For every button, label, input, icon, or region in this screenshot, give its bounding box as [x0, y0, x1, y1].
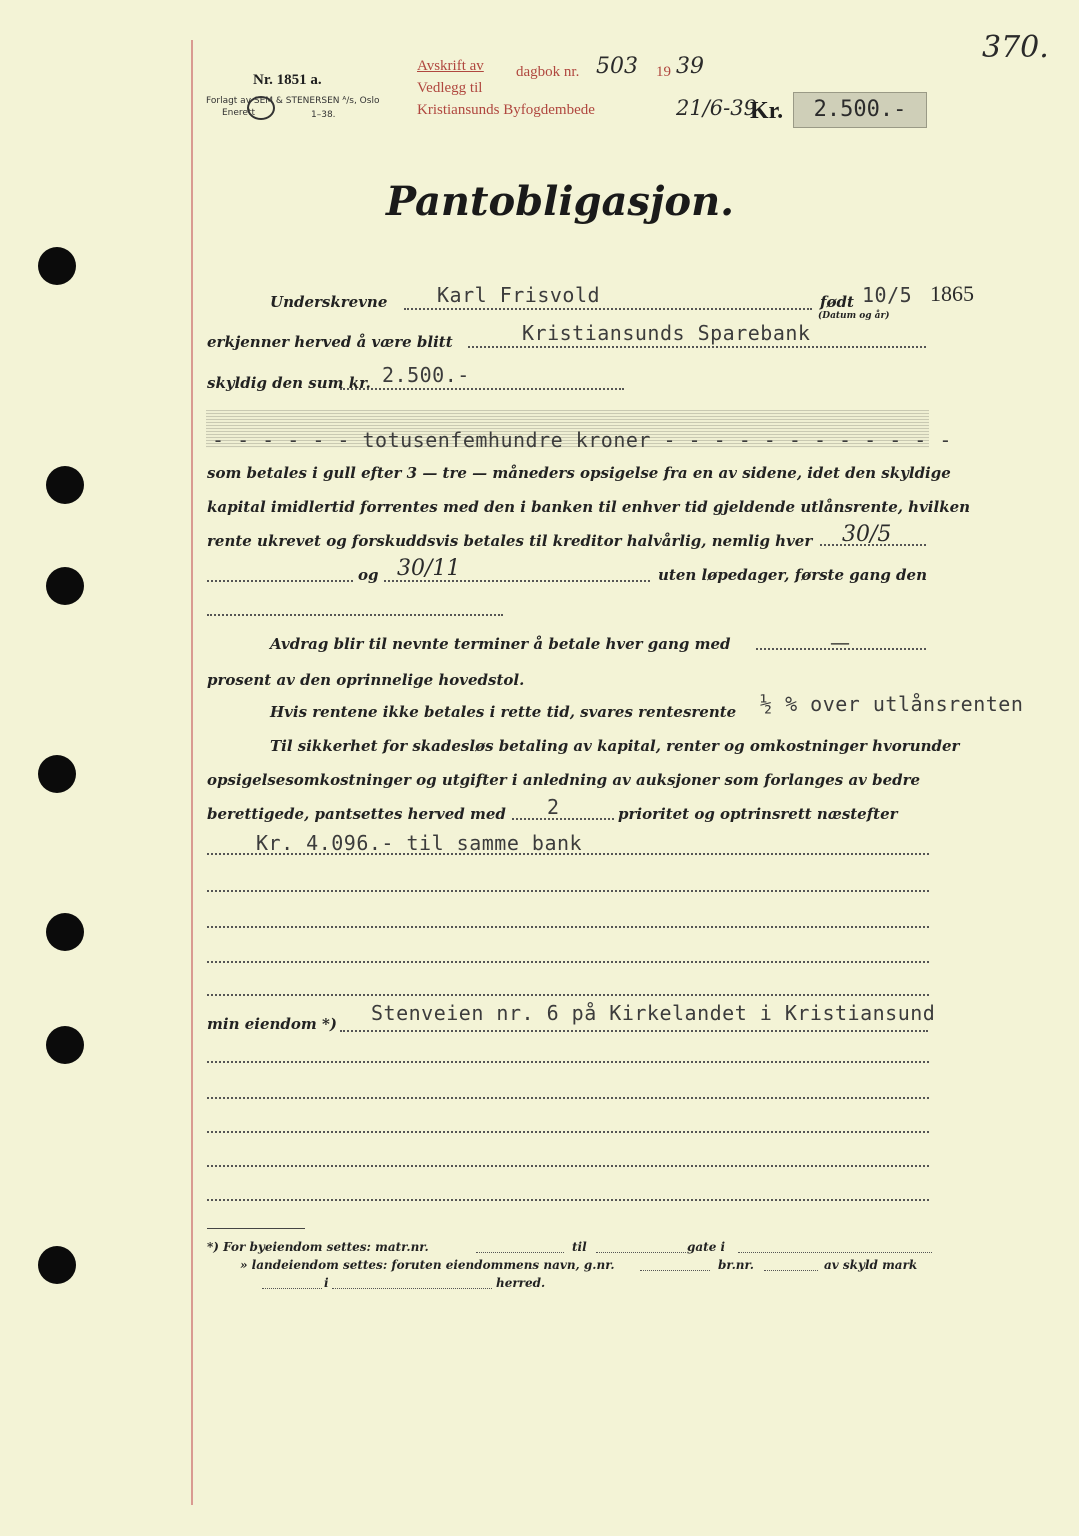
- footnote-1c: gate i: [687, 1240, 726, 1254]
- body-line-3: rente ukrevet og forskuddsvis betales til kreditor halvårlig, nemlig hver: [207, 532, 813, 550]
- debtor-name: Karl Frisvold: [437, 283, 601, 307]
- prior-claim: Kr. 4.096.- til samme bank: [256, 831, 583, 855]
- date-hint: (Datum og år): [818, 311, 890, 321]
- footnote-2a: » landeiendom settes: foruten eiendommens navn, g.nr.: [240, 1258, 615, 1272]
- penalty-interest: ½ % over utlånsrenten: [760, 692, 1024, 716]
- punch-hole-3: [46, 567, 84, 605]
- prosent-line: prosent av den oprinnelige hovedstol.: [207, 671, 525, 689]
- hvis-line: Hvis rentene ikke betales i rette tid, svares rentesrente: [270, 703, 737, 721]
- footnote-1a: *) For byeiendom settes: matr.nr.: [207, 1240, 429, 1254]
- margin-line: [191, 40, 193, 1505]
- punch-hole-1: [38, 247, 76, 285]
- born-year: 1865: [930, 281, 974, 306]
- punch-hole-2: [46, 466, 84, 504]
- header-amount: 2.500.-: [793, 92, 927, 128]
- avdrag-dash: —: [830, 630, 850, 654]
- property-address: Stenveien nr. 6 på Kirkelandet i Kristiansund: [371, 1001, 936, 1025]
- born-date: 10/5: [862, 283, 913, 307]
- term-date-2: 30/11: [397, 556, 461, 581]
- acknowledge-label: erkjenner herved å være blitt: [207, 333, 453, 351]
- owe-amount: 2.500.-: [382, 363, 470, 387]
- stamp-date: 21/6-39: [676, 96, 757, 120]
- avdrag-line: Avdrag blir til nevnte terminer å betale hver gang med: [270, 635, 731, 653]
- owe-label: skyldig den sum kr.: [207, 374, 371, 392]
- publisher-line: Forlagt av SEM & STENERSEN ᴬ/s, Oslo: [206, 96, 380, 106]
- footnote-3a: i: [324, 1276, 329, 1290]
- body-line-1: som betales i gull efter 3 — tre — måneders opsigelse fra en av sidene, idet den skyldige: [207, 464, 951, 482]
- born-label: født: [820, 293, 854, 311]
- og-label: og: [358, 566, 379, 584]
- security-line-4: prioritet og optrinsrett næstefter: [618, 805, 898, 823]
- body-line-4: uten løpedager, første gang den: [658, 566, 927, 584]
- form-number: Nr. 1851 a.: [253, 72, 322, 88]
- body-line-2: kapital imidlertid forrentes med den i banken til enhver tid gjeldende utlånsrente, hvilken: [207, 498, 971, 516]
- punch-hole-4: [38, 755, 76, 793]
- stamp-office: Kristiansunds Byfogdembede: [417, 102, 595, 118]
- footnote-rule: [207, 1228, 305, 1229]
- stamp-avskrift: Avskrift av: [417, 58, 484, 74]
- dagbok-number: 503: [596, 54, 638, 79]
- footnote-3b: herred.: [496, 1276, 546, 1290]
- amount-words: - - - - - - totusenfemhundre kroner - - - - - - - - - - - -: [212, 428, 952, 452]
- security-line-1: Til sikkerhet for skadesløs betaling av kapital, renter og omkostninger hvorunder: [270, 737, 960, 755]
- punch-hole-7: [38, 1246, 76, 1284]
- term-date-1: 30/5: [842, 522, 892, 547]
- stamp-vedlegg: Vedlegg til: [417, 80, 483, 96]
- year-suffix: 39: [676, 54, 704, 79]
- punch-hole-6: [46, 1026, 84, 1064]
- footnote-2b: br.nr.: [718, 1258, 754, 1272]
- property-label: min eiendom *): [207, 1015, 337, 1033]
- security-line-3: berettigede, pantsettes herved med: [207, 805, 506, 823]
- priority-number: 2: [547, 795, 560, 819]
- stamp-year-prefix: 19: [656, 64, 671, 80]
- page-title: Pantobligasjon.: [386, 178, 735, 225]
- publisher-date: 1–38.: [311, 110, 336, 120]
- security-line-2: opsigelsesomkostninger og utgifter i anledning av auksjoner som forlanges av bedre: [207, 771, 921, 789]
- footnote-1b: til: [572, 1240, 587, 1254]
- publisher-logo: [247, 96, 275, 120]
- punch-hole-5: [46, 913, 84, 951]
- currency-label: Kr.: [750, 98, 784, 124]
- creditor-name: Kristiansunds Sparebank: [522, 321, 811, 345]
- undersigned-label: Underskrevne: [270, 293, 388, 311]
- page-number: 370.: [982, 30, 1049, 65]
- footnote-2c: av skyld mark: [824, 1258, 918, 1272]
- stamp-dagbok: dagbok nr.: [516, 64, 580, 80]
- publisher-enerett: Enerett: [222, 108, 256, 118]
